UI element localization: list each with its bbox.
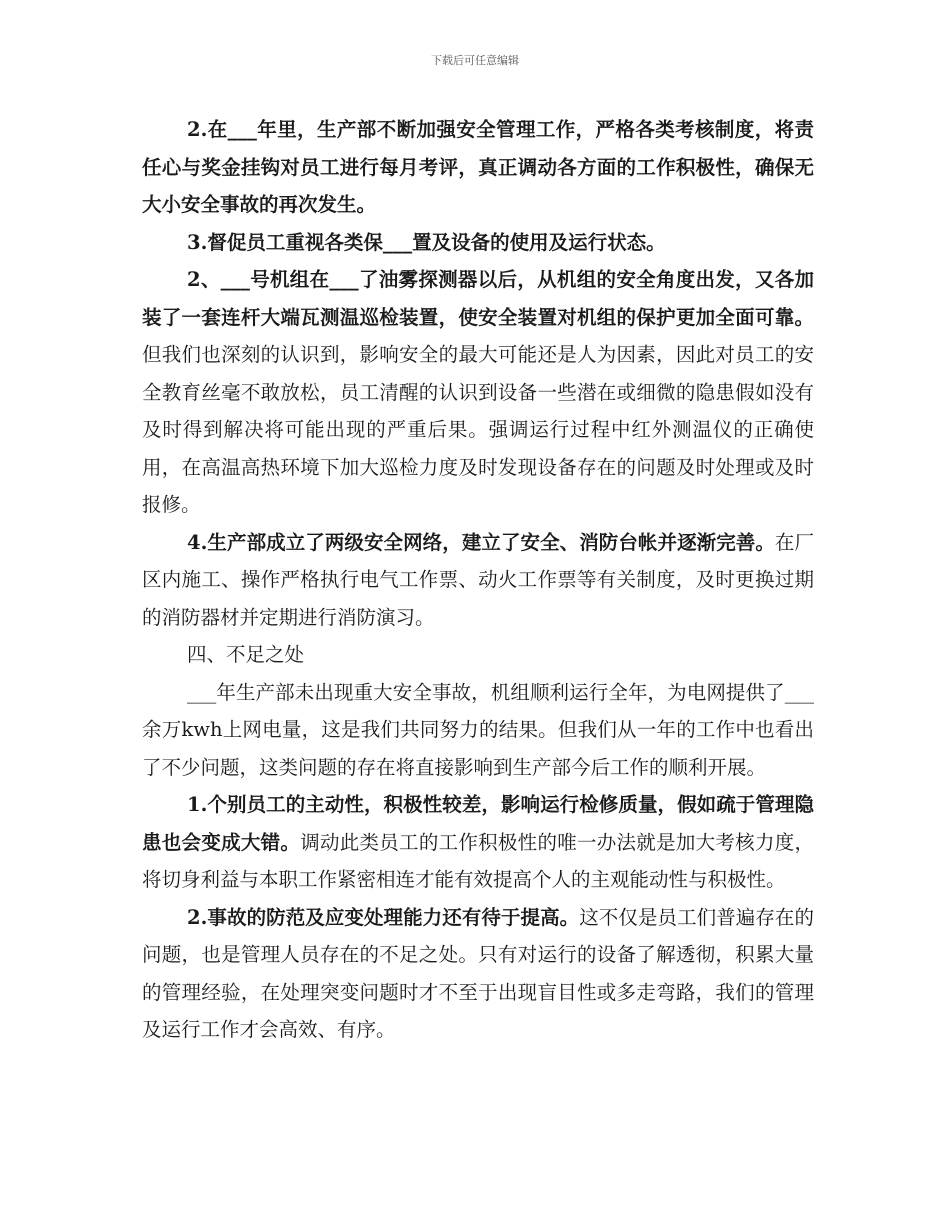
paragraph-2-bold: 3.督促员工重视各类保___置及设备的使用及运行状态。 xyxy=(187,230,666,254)
paragraph-6-text: 调动此类员工的工作积极性的唯一办法就是加大考核力度，将切身利益与本职工作紧密相连才能有效提高个人的主观能动性与积极性。 xyxy=(142,830,814,891)
paragraph-1 xyxy=(142,111,814,224)
page-header: 下载后可任意编辑 xyxy=(431,54,519,67)
paragraph-4-text: 在厂区内施工、操作严格执行电气工作票、动火工作票等有关制度，及时更换过期的消防器材并定期进行消防演习。 xyxy=(142,530,814,629)
paragraph-5 xyxy=(142,674,814,787)
section-heading-text: 四、不足之处 xyxy=(187,643,305,666)
paragraph-2 xyxy=(142,224,814,262)
paragraph-7-bold: 2.事故的防范及应变处理能力还有待于提高。 xyxy=(187,905,580,929)
paragraph-7-text: 这不仅是员工们普遍存在的问题，也是管理人员存在的不足之处。只有对运行的设备了解透彻，积累大量的管理经验，在处理突变问题时才不至于出现盲目性或多走弯路，我们的管理及运行工作才会高效、有序。 xyxy=(142,905,814,1041)
paragraph-6-bold: 1.个别员工的主动性，积极性较差，影响运行检修质量，假如疏于管理隐患也会变成大错。 xyxy=(142,793,814,854)
paragraph-4-bold: 4.生产部成立了两级安全网络，建立了安全、消防台帐并逐渐完善。 xyxy=(187,530,775,554)
paragraph-5-text: ___年生产部未出现重大安全事故，机组顺利运行全年，为电网提供了___余万kwh上网电量，这是我们共同努力的结果。但我们从一年的工作中也看出了不少问题，这类问题的存在将直接影响到生产部今后工作的顺利开展。 xyxy=(142,680,814,779)
paragraph-7 xyxy=(142,899,814,1049)
paragraph-1-bold: 2.在___年里，生产部不断加强安全管理工作，严格各类考核制度，将责任心与奖金挂钩对员工进行每月考评，真正调动各方面的工作积极性，确保无大小安全事故的再次发生。 xyxy=(142,118,814,216)
paragraph-3-bold: 2、___号机组在___了油雾探测器以后，从机组的安全角度出发，又各加装了一套连杆大端瓦测温巡检装置，使安全装置对机组的保护更加全面可靠。 xyxy=(142,268,814,329)
paragraph-3-text: 但我们也深刻的认识到，影响安全的最大可能还是人为因素，因此对员工的安全教育丝毫不敢放松，员工清醒的认识到设备一些潜在或细微的隐患假如没有及时得到解决将可能出现的严重后果。强调运行过程中红外测温仪的正确使用，在高温高热环境下加大巡检力度及时发现设备存在的问题及时处理或及时报修。 xyxy=(142,343,814,516)
section-heading xyxy=(142,636,814,674)
paragraph-6 xyxy=(142,786,814,899)
paragraph-4 xyxy=(142,524,814,637)
document-body xyxy=(142,111,814,1049)
paragraph-3 xyxy=(142,261,814,524)
